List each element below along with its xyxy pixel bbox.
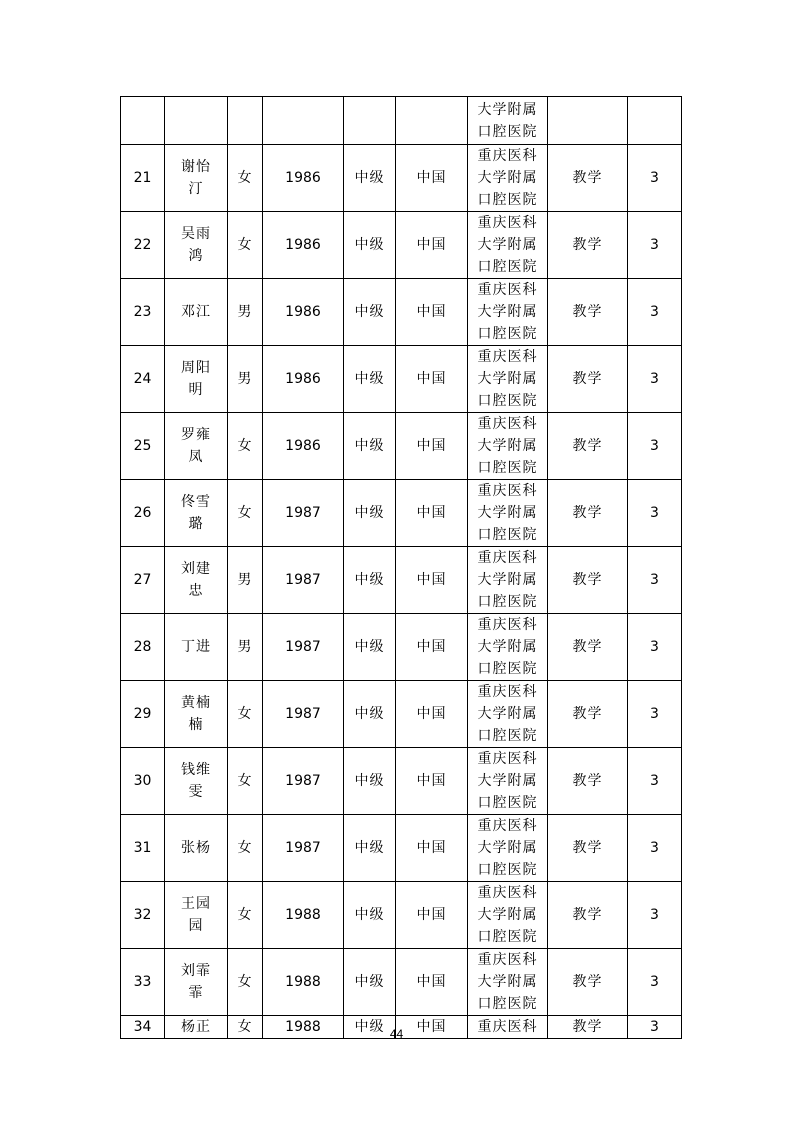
name-line: 丁进 (181, 639, 211, 655)
table-row (121, 279, 682, 346)
name-line: 刘霏 (181, 963, 211, 979)
org-line: 重庆医科 (477, 684, 538, 700)
cell-year: 1987 (263, 614, 344, 681)
cell-gender: 女 (228, 1016, 263, 1039)
cell-country: 中国 (396, 547, 468, 614)
org-line: 口腔医院 (477, 527, 538, 543)
org-line: 大学附属 (477, 907, 538, 923)
cell-value: 3 (628, 480, 682, 547)
cell-type: 教学 (548, 614, 628, 681)
cell-country: 中国 (396, 681, 468, 748)
org-line: 重庆医科 (477, 818, 538, 834)
cell-type: 教学 (548, 212, 628, 279)
table-row (121, 480, 682, 547)
cell-gender: 男 (228, 614, 263, 681)
name-line: 凤 (188, 449, 204, 465)
cell-no: 25 (121, 413, 165, 480)
cell-name (165, 97, 228, 145)
org-line: 大学附属 (477, 706, 538, 722)
table-row (121, 145, 682, 212)
org-line: 口腔医院 (477, 661, 538, 677)
org-line: 大学附属 (477, 572, 538, 588)
name-line: 佟雪 (181, 494, 211, 510)
cell-year: 1986 (263, 145, 344, 212)
table-row (121, 413, 682, 480)
cell-title: 中级 (344, 882, 396, 949)
cell-title: 中级 (344, 480, 396, 547)
cell-gender: 女 (228, 681, 263, 748)
name-line: 吴雨 (181, 226, 211, 242)
name-line: 汀 (188, 181, 204, 197)
cell-gender: 女 (228, 480, 263, 547)
org-line: 大学附属 (477, 438, 538, 454)
cell-gender: 女 (228, 145, 263, 212)
cell-type (548, 97, 628, 145)
cell-name (165, 882, 228, 949)
cell-title (344, 97, 396, 145)
cell-org (468, 815, 548, 882)
cell-type: 教学 (548, 815, 628, 882)
org-line: 大学附属 (477, 101, 538, 118)
cell-country: 中国 (396, 145, 468, 212)
cell-value: 3 (628, 815, 682, 882)
cell-title: 中级 (344, 815, 396, 882)
org-line: 重庆医科 (477, 617, 538, 633)
cell-year: 1987 (263, 480, 344, 547)
table-row (121, 346, 682, 413)
name-line: 邓江 (181, 304, 211, 320)
cell-value: 3 (628, 882, 682, 949)
cell-year: 1988 (263, 882, 344, 949)
cell-country: 中国 (396, 1016, 468, 1039)
org-line: 大学附属 (477, 840, 538, 856)
cell-value: 3 (628, 547, 682, 614)
name-line: 张杨 (181, 840, 211, 856)
cell-org (468, 949, 548, 1016)
org-line: 大学附属 (477, 773, 538, 789)
cell-gender: 女 (228, 949, 263, 1016)
cell-country: 中国 (396, 748, 468, 815)
name-line: 忠 (188, 583, 204, 599)
cell-country: 中国 (396, 480, 468, 547)
cell-no: 23 (121, 279, 165, 346)
cell-country: 中国 (396, 413, 468, 480)
org-line: 大学附属 (477, 639, 538, 655)
cell-title: 中级 (344, 1016, 396, 1039)
cell-no: 32 (121, 882, 165, 949)
cell-year: 1988 (263, 949, 344, 1016)
org-line: 口腔医院 (477, 728, 538, 744)
cell-value: 3 (628, 748, 682, 815)
org-line: 口腔医院 (477, 795, 538, 811)
table-row (121, 949, 682, 1016)
cell-gender: 女 (228, 413, 263, 480)
name-line: 钱维 (181, 762, 211, 778)
org-line: 重庆医科 (477, 550, 538, 566)
cell-gender: 男 (228, 346, 263, 413)
cell-value: 3 (628, 212, 682, 279)
name-line: 周阳 (181, 360, 211, 376)
org-line: 重庆医科 (477, 952, 538, 968)
cell-org (468, 279, 548, 346)
cell-name (165, 212, 228, 279)
table-body (121, 97, 682, 1039)
cell-name (165, 949, 228, 1016)
name-line: 雯 (188, 784, 204, 800)
cell-country: 中国 (396, 614, 468, 681)
cell-gender: 男 (228, 279, 263, 346)
org-line: 口腔医院 (477, 123, 538, 140)
cell-year: 1987 (263, 547, 344, 614)
cell-name (165, 413, 228, 480)
name-line: 谢怡 (181, 159, 211, 175)
cell-country: 中国 (396, 346, 468, 413)
cell-name (165, 614, 228, 681)
name-line: 黄楠 (181, 695, 211, 711)
cell-value: 3 (628, 413, 682, 480)
table-row (121, 748, 682, 815)
cell-value: 3 (628, 949, 682, 1016)
cell-type: 教学 (548, 279, 628, 346)
cell-country: 中国 (396, 949, 468, 1016)
cell-no: 27 (121, 547, 165, 614)
name-line: 璐 (188, 516, 204, 532)
cell-year: 1987 (263, 748, 344, 815)
cell-title: 中级 (344, 547, 396, 614)
cell-type: 教学 (548, 1016, 628, 1039)
cell-title: 中级 (344, 346, 396, 413)
cell-title: 中级 (344, 145, 396, 212)
continuation-row (121, 97, 682, 145)
cell-org (468, 145, 548, 212)
cell-type: 教学 (548, 748, 628, 815)
org-line: 口腔医院 (477, 460, 538, 476)
cell-type: 教学 (548, 547, 628, 614)
cell-org (468, 97, 548, 145)
cell-type: 教学 (548, 480, 628, 547)
cell-value: 3 (628, 279, 682, 346)
org-line: 大学附属 (477, 304, 538, 320)
name-line: 霏 (188, 985, 204, 1001)
cell-no: 34 (121, 1016, 165, 1039)
cell-country: 中国 (396, 815, 468, 882)
name-line: 王园 (181, 896, 211, 912)
cell-no: 30 (121, 748, 165, 815)
cell-year (263, 97, 344, 145)
org-line: 重庆医科 (477, 282, 538, 298)
cell-country: 中国 (396, 882, 468, 949)
cell-org (468, 748, 548, 815)
cell-name (165, 681, 228, 748)
cell-country: 中国 (396, 212, 468, 279)
cell-title: 中级 (344, 681, 396, 748)
cell-value: 3 (628, 681, 682, 748)
cell-no: 28 (121, 614, 165, 681)
cell-value: 3 (628, 1016, 682, 1039)
cell-year: 1986 (263, 346, 344, 413)
cell-no: 33 (121, 949, 165, 1016)
cell-name (165, 279, 228, 346)
org-line: 重庆医科 (477, 751, 538, 767)
org-line: 重庆医科 (477, 483, 538, 499)
cell-year: 1986 (263, 212, 344, 279)
cell-org (468, 346, 548, 413)
cell-no: 24 (121, 346, 165, 413)
org-line: 口腔医院 (477, 594, 538, 610)
org-line: 大学附属 (477, 170, 538, 186)
cell-name (165, 145, 228, 212)
cell-title: 中级 (344, 413, 396, 480)
cell-year: 1987 (263, 681, 344, 748)
cell-year: 1986 (263, 279, 344, 346)
cell-title: 中级 (344, 279, 396, 346)
name-line: 楠 (188, 717, 204, 733)
cell-type: 教学 (548, 882, 628, 949)
org-line: 重庆医科 (477, 215, 538, 231)
cell-value: 3 (628, 145, 682, 212)
cell-gender: 女 (228, 748, 263, 815)
staff-table (120, 96, 682, 1039)
table-row (121, 212, 682, 279)
org-line: 口腔医院 (477, 326, 538, 342)
org-line: 口腔医院 (477, 929, 538, 945)
cell-org (468, 480, 548, 547)
cell-org (468, 882, 548, 949)
cell-gender: 女 (228, 815, 263, 882)
cell-no: 22 (121, 212, 165, 279)
cell-title: 中级 (344, 212, 396, 279)
cell-title: 中级 (344, 949, 396, 1016)
cell-no: 31 (121, 815, 165, 882)
cell-gender: 女 (228, 882, 263, 949)
name-line: 罗雍 (181, 427, 211, 443)
cell-type: 教学 (548, 681, 628, 748)
table-row (121, 614, 682, 681)
name-line: 刘建 (181, 561, 211, 577)
cell-gender: 男 (228, 547, 263, 614)
table-row (121, 681, 682, 748)
table-row (121, 547, 682, 614)
cell-country: 中国 (396, 279, 468, 346)
org-line: 大学附属 (477, 371, 538, 387)
org-line: 重庆医科 (477, 885, 538, 901)
cell-value: 3 (628, 346, 682, 413)
cell-no: 26 (121, 480, 165, 547)
cell-value (628, 97, 682, 145)
org-line: 口腔医院 (477, 192, 538, 208)
cell-org (468, 614, 548, 681)
page-number: 44 (389, 1027, 404, 1041)
table-row (121, 815, 682, 882)
name-line: 园 (188, 918, 204, 934)
cell-no: 29 (121, 681, 165, 748)
table-row (121, 882, 682, 949)
cell-org (468, 413, 548, 480)
org-line: 大学附属 (477, 974, 538, 990)
name-line: 鸿 (188, 248, 204, 264)
cell-name (165, 547, 228, 614)
cell-year: 1987 (263, 815, 344, 882)
cell-org (468, 681, 548, 748)
cell-country (396, 97, 468, 145)
cell-title: 中级 (344, 614, 396, 681)
cell-gender: 女 (228, 212, 263, 279)
cell-type: 教学 (548, 145, 628, 212)
cell-year: 1986 (263, 413, 344, 480)
cell-name (165, 815, 228, 882)
org-line: 重庆医科 (477, 1019, 538, 1035)
org-line: 口腔医院 (477, 393, 538, 409)
cell-name (165, 748, 228, 815)
cell-title: 中级 (344, 748, 396, 815)
name-line: 杨正 (181, 1019, 211, 1035)
org-line: 口腔医院 (477, 259, 538, 275)
cell-type: 教学 (548, 949, 628, 1016)
cell-year: 1988 (263, 1016, 344, 1039)
cell-org (468, 212, 548, 279)
org-line: 大学附属 (477, 237, 538, 253)
cell-type: 教学 (548, 346, 628, 413)
cell-gender (228, 97, 263, 145)
cell-value: 3 (628, 614, 682, 681)
cell-no (121, 97, 165, 145)
org-line: 大学附属 (477, 505, 538, 521)
org-line: 口腔医院 (477, 996, 538, 1012)
org-line: 重庆医科 (477, 349, 538, 365)
org-line: 重庆医科 (477, 416, 538, 432)
cell-org (468, 547, 548, 614)
org-line: 口腔医院 (477, 862, 538, 878)
org-line: 重庆医科 (477, 148, 538, 164)
cell-name (165, 346, 228, 413)
cell-no: 21 (121, 145, 165, 212)
cell-type: 教学 (548, 413, 628, 480)
cell-name (165, 480, 228, 547)
name-line: 明 (188, 382, 204, 398)
